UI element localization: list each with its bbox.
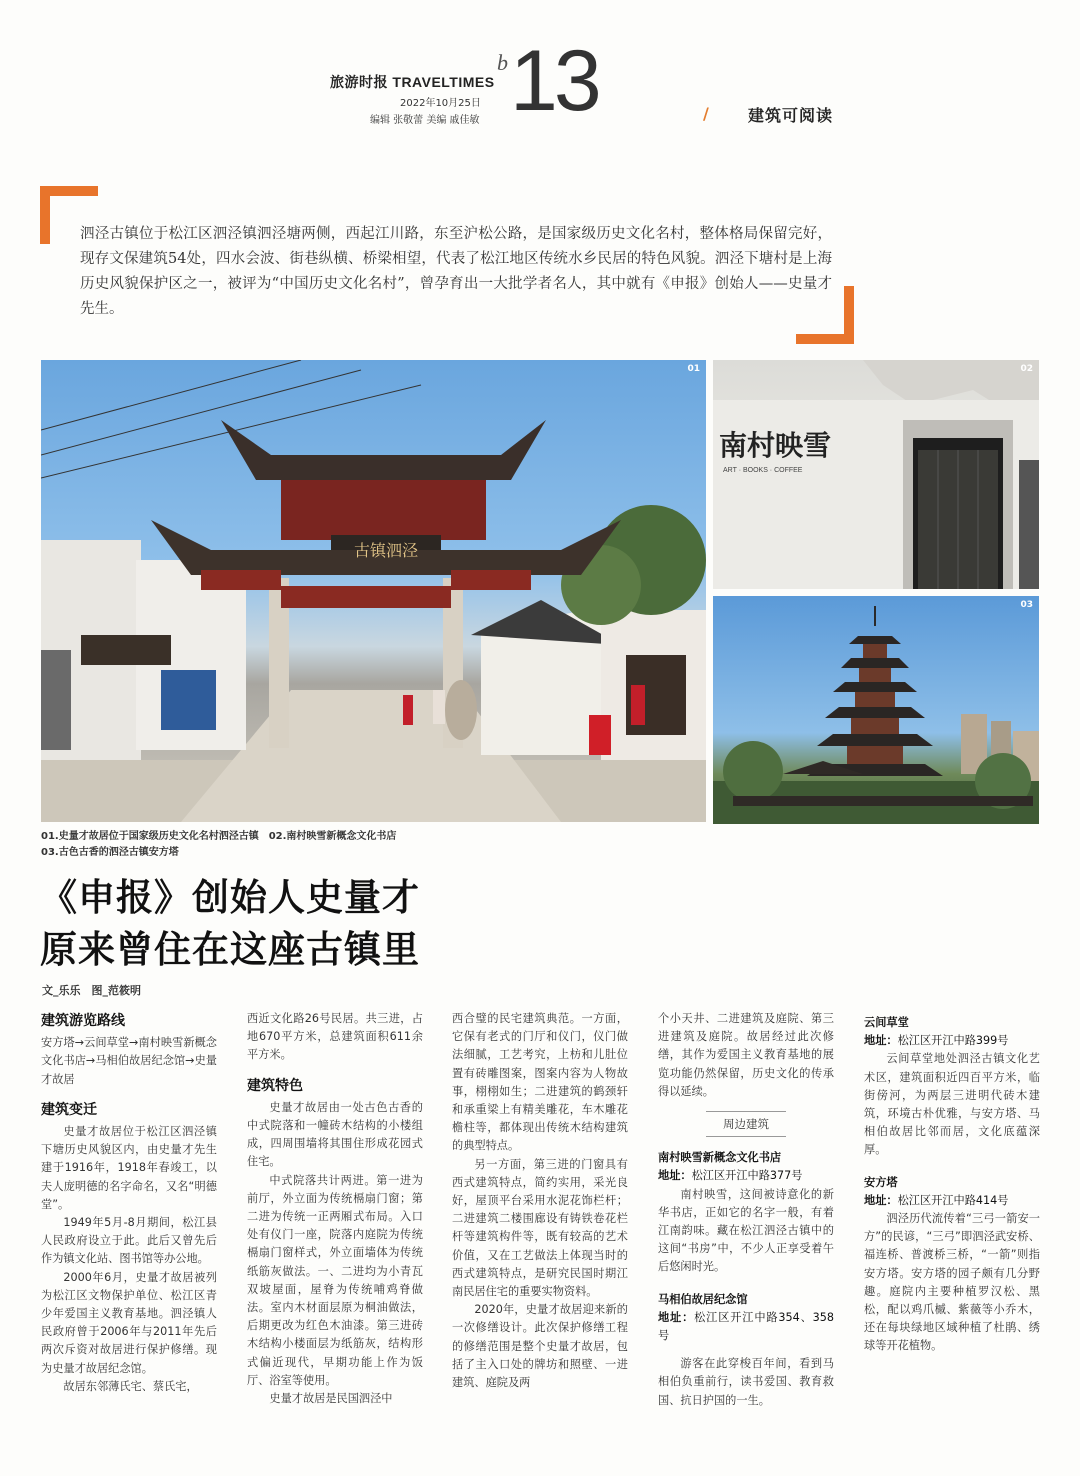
article-headline <box>40 871 420 975</box>
photo-town-gate <box>41 360 706 822</box>
intro-paragraph: 泗泾古镇位于松江区泗泾镇泗泾塘两侧，西起江川路，东至沪松公路，是国家级历史文化名村，整体格局保留完好，现存文保建筑54处，四水会波、街巷纵横、桥梁相望，代表了松江地区传统水乡民居的特色风貌。泗泾下塘村是上海历史风貌保护区之一，被评为“中国历史文化名村”，曾孕育出一大批学者名人，其中就有《申报》创始人——史量才先生。 <box>80 226 832 317</box>
photo-number: 03 <box>1020 600 1033 610</box>
paragraph: 2000年6月，史量才故居被列为松江区文物保护单位、松江区青少年爱国主义教育基地。泗泾镇人民政府曾于2006年与2011年先后两次斥资对故居进行保护修缮。现为史量才故居纪念馆。 <box>41 1270 217 1375</box>
paragraph: 故居东邻薄氏宅、蔡氏宅， <box>63 1379 198 1393</box>
site-address: 地址：松江区开江中路399号 <box>864 1034 1009 1048</box>
paragraph: 个小天井、二进建筑及庭院、第三进建筑及庭院。故居经过此次修缮，其作为爱国主义教育基地的展览功能仍然保留，历史文化的传承得以延续。 <box>658 1012 834 1098</box>
paragraph: 2020年，史量才故居迎来新的一次修缮设计。此次保护修缮工程的修缮范围是整个史量才故居，包括了主入口处的牌坊和照壁、一进建筑、庭院及两 <box>452 1303 628 1390</box>
photo-bookstore <box>713 360 1039 589</box>
paragraph: 另一方面，第三进的门窗具有西式建筑特点，简约实用，采光良好，屋顶平台采用水泥花饰栏杆；二进建筑二楼围廊设有铸铁卷花栏杆等建筑构件等，既有较高的艺术价值，又在工艺做法上体现当时的西式建筑特点，是研究民国时期江南民居住宅的重要实物资料。 <box>452 1157 628 1299</box>
photo-pagoda <box>713 596 1039 824</box>
article-column-5 <box>864 1010 1040 1356</box>
masthead <box>330 72 530 126</box>
newspaper-title: 旅游时报 TRAVELTIMES <box>330 74 495 90</box>
bookstore-sign: 南村映雪 <box>719 429 832 462</box>
subheading-route: 建筑游览路线 <box>41 1013 125 1029</box>
site-address: 地址：松江区开江中路377号 <box>658 1169 803 1183</box>
paragraph: 游客在此穿梭百年间，看到马相伯负重前行，读书爱国、教育救国、抗日护国的一生。 <box>658 1357 834 1407</box>
caption-line: 01.史量才故居位于国家级历史文化名村泗泾古镇 02.南村映雪新概念文化书店 <box>41 831 397 842</box>
paragraph: 史量才故居位于松江区泗泾镇下塘历史风貌区内，由史量才先生建于1916年，1918年春竣工，以夫人庞明德的名字命名，又名“明德堂”。 <box>41 1125 217 1211</box>
site-title: 安方塔 <box>864 1175 898 1189</box>
headline-line: 《申报》创始人史量才 <box>40 875 420 919</box>
photo-number: 02 <box>1020 364 1033 374</box>
gate-plaque-text: 古镇泗泾 <box>353 541 419 560</box>
town-gate-illustration <box>41 360 706 822</box>
paragraph: 史量才故居是民国泗泾中 <box>269 1392 393 1406</box>
subheading-features: 建筑特色 <box>247 1077 303 1094</box>
paragraph: 南村映雪，这间被诗意化的新华书店，正如它的名字一般，有着江南韵味。藏在松江泗泾古镇中的这间“书房”中，不少人正享受着午后悠闲时光。 <box>658 1187 834 1274</box>
caption-line: 03.古色古香的泗泾古镇安方塔 <box>41 847 179 858</box>
photo-number: 01 <box>687 364 700 374</box>
nearby-buildings-tag: 周边建筑 <box>706 1111 786 1137</box>
paragraph: 西合璧的民宅建筑典范。一方面，它保有老式的门厅和仪门，仪门做法细腻，工艺考究，上枋和儿肚位置有砖雕图案，图案内容为人物故事，栩栩如生；二进建筑的鹤颈轩和承重梁上有精美雕花，车木雕花檐柱等，都体现出传统木结构建筑的典型特点。 <box>452 1012 628 1153</box>
paragraph: 史量才故居由一处古色古香的中式院落和一幢砖木结构的小楼组成，四周围墙将其围住形成花园式住宅。 <box>247 1100 423 1169</box>
article-column-4 <box>658 1010 834 1410</box>
pagoda-illustration <box>713 596 1039 824</box>
issue-date: 2022年10月25日 <box>400 98 481 109</box>
bookstore-sign-sub: ART · BOOKS · COFFEE <box>723 467 803 474</box>
section-name: 建筑可阅读 <box>748 106 834 125</box>
paragraph: 中式院落共计两进。第一进为前厅，外立面为传统槅扇门窗；第二进为传统一正两厢式布局。入口处有仪门一座，院落内庭院为传统槅扇门窗样式，外立面墙体为传统纸筋灰做法。一、二进均为小青瓦双坡屋面，屋脊为传统哺鸡脊做法。室内木材面层原为桐油做法，后期更改为红色木油漆。第三进砖木结构小楼面层为纸筋灰，结构形式偏近现代，早期功能上作为饭厅、浴室等使用。 <box>247 1173 423 1387</box>
subheading-history: 建筑变迁 <box>41 1101 97 1118</box>
route-text: 安方塔→云间草堂→南村映雪新概念文化书店→马相伯故居纪念馆→史量才故居 <box>41 1036 217 1086</box>
site-address: 地址：松江区开江中路354、358号 <box>658 1310 834 1343</box>
bookstore-illustration <box>713 360 1039 589</box>
editor-credits: 编辑 张敬蕾 美编 戚佳敏 <box>370 115 480 126</box>
byline: 文_乐乐 图_范筱明 <box>42 984 141 997</box>
paragraph: 云间草堂地处泗泾古镇文化艺术区，建筑面积近四百平方米，临街傍河，为两层三进明代砖木建筑，环境古朴优雅，与安方塔、马相伯故居比邻而居，文化底蕴深厚。 <box>864 1052 1040 1157</box>
section-slash-icon: / <box>703 104 709 123</box>
paragraph: 1949年5月-8月期间，松江县人民政府设立于此。此后又曾先后作为镇文化站、图书馆等办公地。 <box>41 1216 217 1266</box>
photo-captions <box>41 829 641 861</box>
paragraph: 泗泾历代流传着“三弓一箭安一方”的民谚，“三弓”即泗泾武安桥、福连桥、普渡桥三桥，“一箭”则指安方塔。安方塔的园子颇有几分野趣。庭院内主要种植罗汉松、黑松，配以鸡爪槭、紫薇等小乔木，还在每块绿地区域种植了杜鹃、绣球等开花植物。 <box>864 1212 1040 1353</box>
article-column-1 <box>41 1010 217 1396</box>
article-column-3 <box>452 1010 628 1392</box>
section-letter: b <box>497 50 508 75</box>
paragraph: 西近文化路26号民居。共三进，占地670平方米，总建筑面积611余平方米。 <box>247 1012 423 1062</box>
site-title: 云间草堂 <box>864 1016 909 1029</box>
headline-line: 原来曾住在这座古镇里 <box>40 927 420 971</box>
site-title: 南村映雪新概念文化书店 <box>658 1151 782 1165</box>
page-number: 13 <box>510 33 598 129</box>
site-title: 马相伯故居纪念馆 <box>658 1292 748 1306</box>
site-address: 地址：松江区开江中路414号 <box>864 1193 1009 1207</box>
corner-bracket-bottom-right <box>796 286 854 344</box>
article-column-2 <box>247 1010 423 1408</box>
